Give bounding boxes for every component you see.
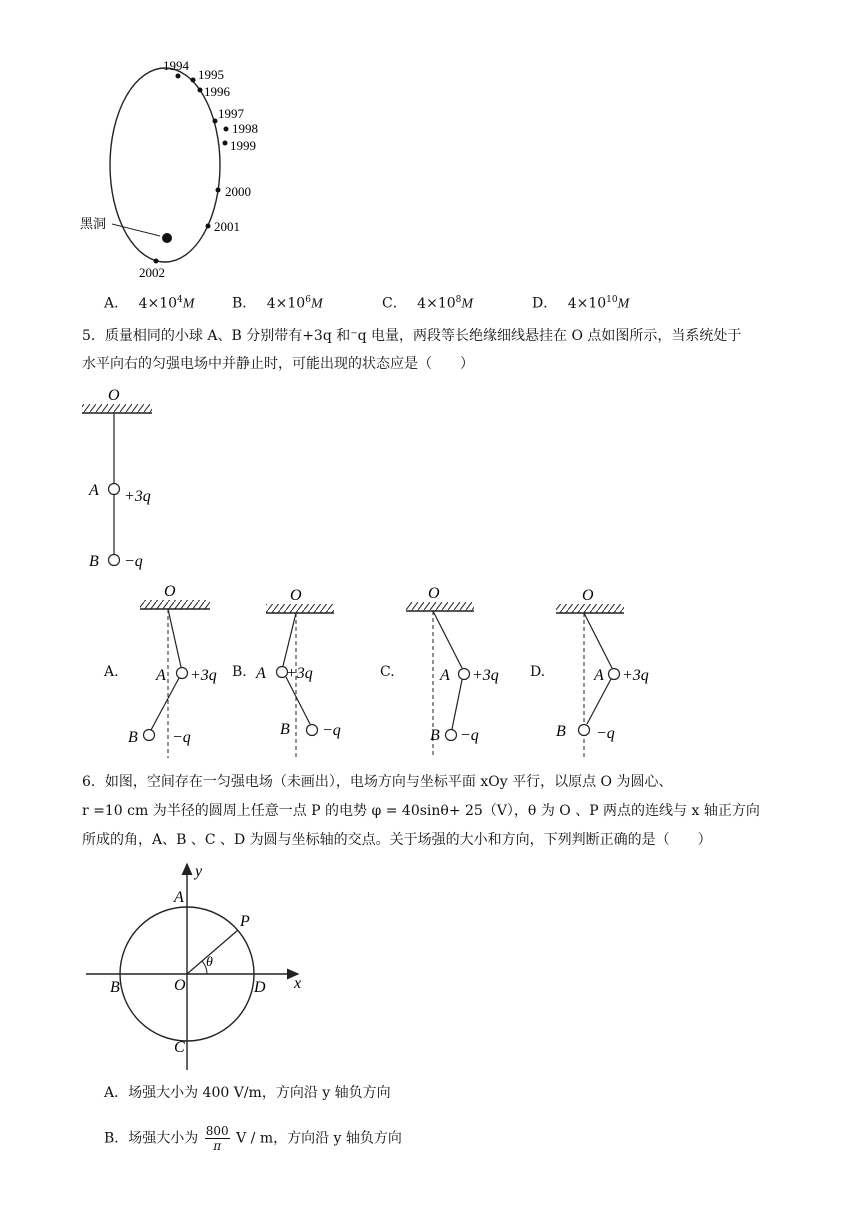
q6-option-a[interactable]: A．场强大小为 400 V/m，方向沿 y 轴负方向 <box>104 1085 391 1101</box>
q5-option-a-label[interactable]: A. <box>104 664 119 680</box>
q5-stem-line2: 水平向右的匀强电场中并静止时，可能出现的状态应是（ ） <box>82 356 474 372</box>
q5-main-label-a: A <box>89 482 99 499</box>
q5-main-charge-a: +3q <box>124 488 151 505</box>
svg-text:+3q: +3q <box>190 667 217 684</box>
svg-text:A: A <box>156 667 166 684</box>
orbit-point-1999 <box>223 141 228 146</box>
year-label-1995: 1995 <box>198 67 224 82</box>
svg-text:−q: −q <box>172 729 191 746</box>
svg-text:−q: −q <box>322 722 341 739</box>
svg-text:O: O <box>290 587 302 604</box>
black-hole-label: 黑洞 <box>80 217 107 232</box>
svg-text:B: B <box>556 723 566 740</box>
black-hole-pointer <box>112 224 160 236</box>
q6-option-b-fraction <box>205 1124 230 1153</box>
q6-option-b-lead: B．场强大小为 <box>104 1130 199 1147</box>
svg-text:+3q: +3q <box>622 667 649 684</box>
svg-text:A: A <box>440 667 450 684</box>
label-b: B <box>110 979 120 996</box>
orbit-point-2002 <box>154 259 159 264</box>
q5-option-b-figure <box>250 578 370 758</box>
ball-a <box>109 484 120 495</box>
q5-option-d-label[interactable]: D. <box>530 664 546 680</box>
q4-option-d[interactable]: D． $4\times 10^{10}M$ <box>532 295 630 312</box>
ball-b <box>109 555 120 566</box>
orbit-point-1996 <box>198 88 203 93</box>
star-orbit-figure <box>0 0 300 290</box>
fraction-denominator: π <box>213 1139 222 1153</box>
q6-circle-figure <box>80 860 320 1080</box>
year-label-1994: 1994 <box>163 58 189 73</box>
svg-text:O: O <box>582 587 594 604</box>
q5-option-a-figure <box>120 578 240 758</box>
q5-option-c-figure <box>400 578 520 758</box>
svg-text:A: A <box>594 667 604 684</box>
q5-main-figure <box>0 380 220 580</box>
q4-option-b[interactable]: B． $4\times 10^6M$ <box>232 295 323 312</box>
q6-option-b-rest: V / m，方向沿 y 轴负方向 <box>236 1130 402 1147</box>
label-y: y <box>195 863 203 880</box>
svg-text:+3q: +3q <box>286 665 313 682</box>
q5-option-d-figure <box>550 578 670 758</box>
label-p: P <box>240 913 250 930</box>
svg-text:O: O <box>164 583 176 600</box>
q5-option-b-label[interactable]: B. <box>232 664 247 680</box>
year-label-1997: 1997 <box>218 106 244 121</box>
label-a: A <box>174 889 184 906</box>
svg-text:B: B <box>430 727 440 744</box>
svg-text:B: B <box>280 721 290 738</box>
year-label-1998: 1998 <box>232 121 258 136</box>
q6-option-b[interactable] <box>104 1124 402 1153</box>
q5-stem-line1: 5．质量相同的小球 A、B 分别带有+3q 和⁻q 电量，两段等长绝缘细线悬挂在 O 点如图所示，当系统处于 <box>82 328 742 344</box>
year-label-2001: 2001 <box>214 219 240 234</box>
q5-main-charge-b: −q <box>124 553 143 570</box>
svg-text:O: O <box>428 585 440 602</box>
q6-stem-line1: 6．如图，空间存在一匀强电场（未画出），电场方向与坐标平面 xOy 平行，以原点 O 为圆心、 <box>82 774 673 790</box>
label-theta: θ <box>206 955 213 970</box>
label-c: C <box>174 1039 185 1056</box>
q5-main-label-b: B <box>89 553 99 570</box>
svg-text:A: A <box>256 665 266 682</box>
orbit-point-2000 <box>216 188 221 193</box>
year-label-2000: 2000 <box>225 184 251 199</box>
year-label-2002: 2002 <box>139 265 165 280</box>
q6-stem-line2: r =10 cm 为半径的圆周上任意一点 P 的电势 φ = 40sinθ+ 25（V），θ 为 O 、P 两点的连线与 x 轴正方向 <box>82 803 760 819</box>
year-label-1996: 1996 <box>204 84 230 99</box>
q4-option-a[interactable]: A． $4\times 10^4M$ <box>104 295 195 312</box>
svg-text:−q: −q <box>596 725 615 742</box>
svg-text:−q: −q <box>460 727 479 744</box>
label-d: D <box>254 979 266 996</box>
orbit-point-2001 <box>206 224 211 229</box>
q4-option-c[interactable]: C． $4\times 10^8M$ <box>382 295 474 312</box>
label-o: O <box>174 977 186 994</box>
year-label-1999: 1999 <box>230 138 256 153</box>
orbit-point-1995 <box>191 78 196 83</box>
q6-stem-line3: 所成的角，A、B 、C 、D 为圆与坐标轴的交点。关于场强的大小和方向，下列判断正确的是（ ） <box>82 832 712 848</box>
orbit-point-1994 <box>176 74 181 79</box>
label-x: x <box>294 975 302 992</box>
black-hole-dot <box>162 233 172 243</box>
orbit-point-1997 <box>213 119 218 124</box>
ceiling-hatch <box>82 404 152 413</box>
fraction-numerator: 800 <box>205 1124 229 1138</box>
svg-text:+3q: +3q <box>472 667 499 684</box>
q5-main-label-o: O <box>108 387 120 404</box>
q5-option-c-label[interactable]: C. <box>380 664 395 680</box>
svg-text:B: B <box>128 729 138 746</box>
orbit-point-1998 <box>224 127 229 132</box>
